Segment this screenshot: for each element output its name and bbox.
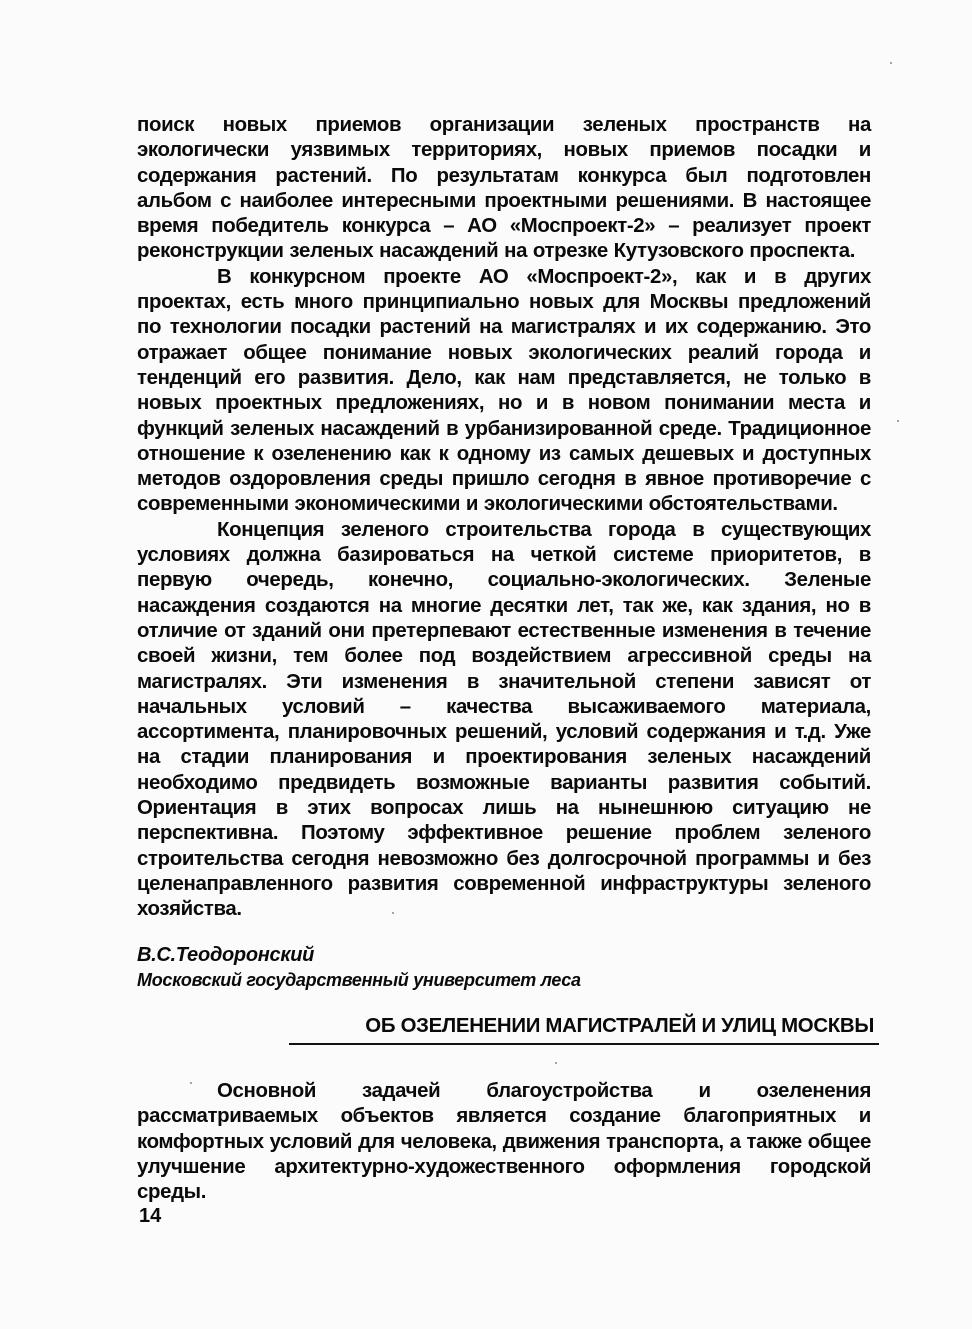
author-block [137, 942, 871, 992]
article-paragraph-1: Основной задачей благоустройства и озеленения рассматриваемых объектов является создание благоприятных и комфортных условий для человека, движения транспорта, а также общее улучшение архитектурно-художественного оформления городской среды. [137, 1080, 871, 1204]
body-text [137, 113, 871, 923]
scan-speck [897, 420, 899, 422]
body-paragraph-1: поиск новых приемов организации зеленых пространств на экологически уязвимых территориях, новых приемов посадки и содержания растений. По результатам конкурса был подготовлен альбом с наиболее интересными проектными решениями. В настоящее время победитель конкурса – АО «Моспроект-2» – реализует проект реконструкции зеленых насаждений на отрезке Кутузовского проспекта. [137, 114, 871, 263]
article-text [137, 1079, 871, 1205]
title-underline [289, 1043, 879, 1045]
scan-speck [190, 1082, 192, 1084]
author-affiliation: Московский государственный университет леса [137, 970, 581, 990]
page-number: 14 [139, 1205, 162, 1227]
scan-speck [392, 912, 394, 914]
scan-speck [555, 1062, 557, 1064]
body-paragraph-3: Концепция зеленого строительства города в существующих условиях должна базироваться на четкой системе приоритетов, в первую очередь, конечно, социально-экологических. Зеленые насаждения создаются на многие десятки лет, так же, как здания, но в отличие от зданий они претерпевают естественные изменения в течение своей жизни, тем более под воздействием агрессивной среды на магистралях. Эти изменения в значительной степени зависят от начальных условий – качества высаживаемого материала, ассортимента, планировочных решений, условий содержания и т.д. Уже на стадии планирования и проектирования зеленых насаждений необходимо предвидеть возможные варианты развития событий. Ориентация в этих вопросах лишь на нынешнюю ситуацию не перспективна. Поэтому эффективное решение проблем зеленого строительства сегодня невозможно без долгосрочной программы и без целенаправленного развития современной инфраструктуры зеленого хозяйства. [137, 518, 871, 921]
body-paragraph-2: В конкурсном проекте АО «Моспроект-2», как и в других проектах, есть много принципиально новых для Москвы предложений по технологии посадки растений на магистралях и их содержанию. Это отражает общее понимание новых экологических реалий города и тенденций его развития. Дело, как нам представляется, не только в новых проектных предложениях, но и в новом понимании места и функций зеленых насаждений в урбанизированной среде. Традиционное отношение к озеленению как к одному из самых дешевых и доступных методов оздоровления среды пришло сегодня в явное противоречие с современными экономическими и экологическими обстоятельствами. [137, 265, 871, 516]
scan-speck [890, 62, 892, 64]
author-name: В.С.Теодоронский [137, 944, 315, 966]
section-title: ОБ ОЗЕЛЕНЕНИИ МАГИСТРАЛЕЙ И УЛИЦ МОСКВЫ [365, 1015, 874, 1037]
